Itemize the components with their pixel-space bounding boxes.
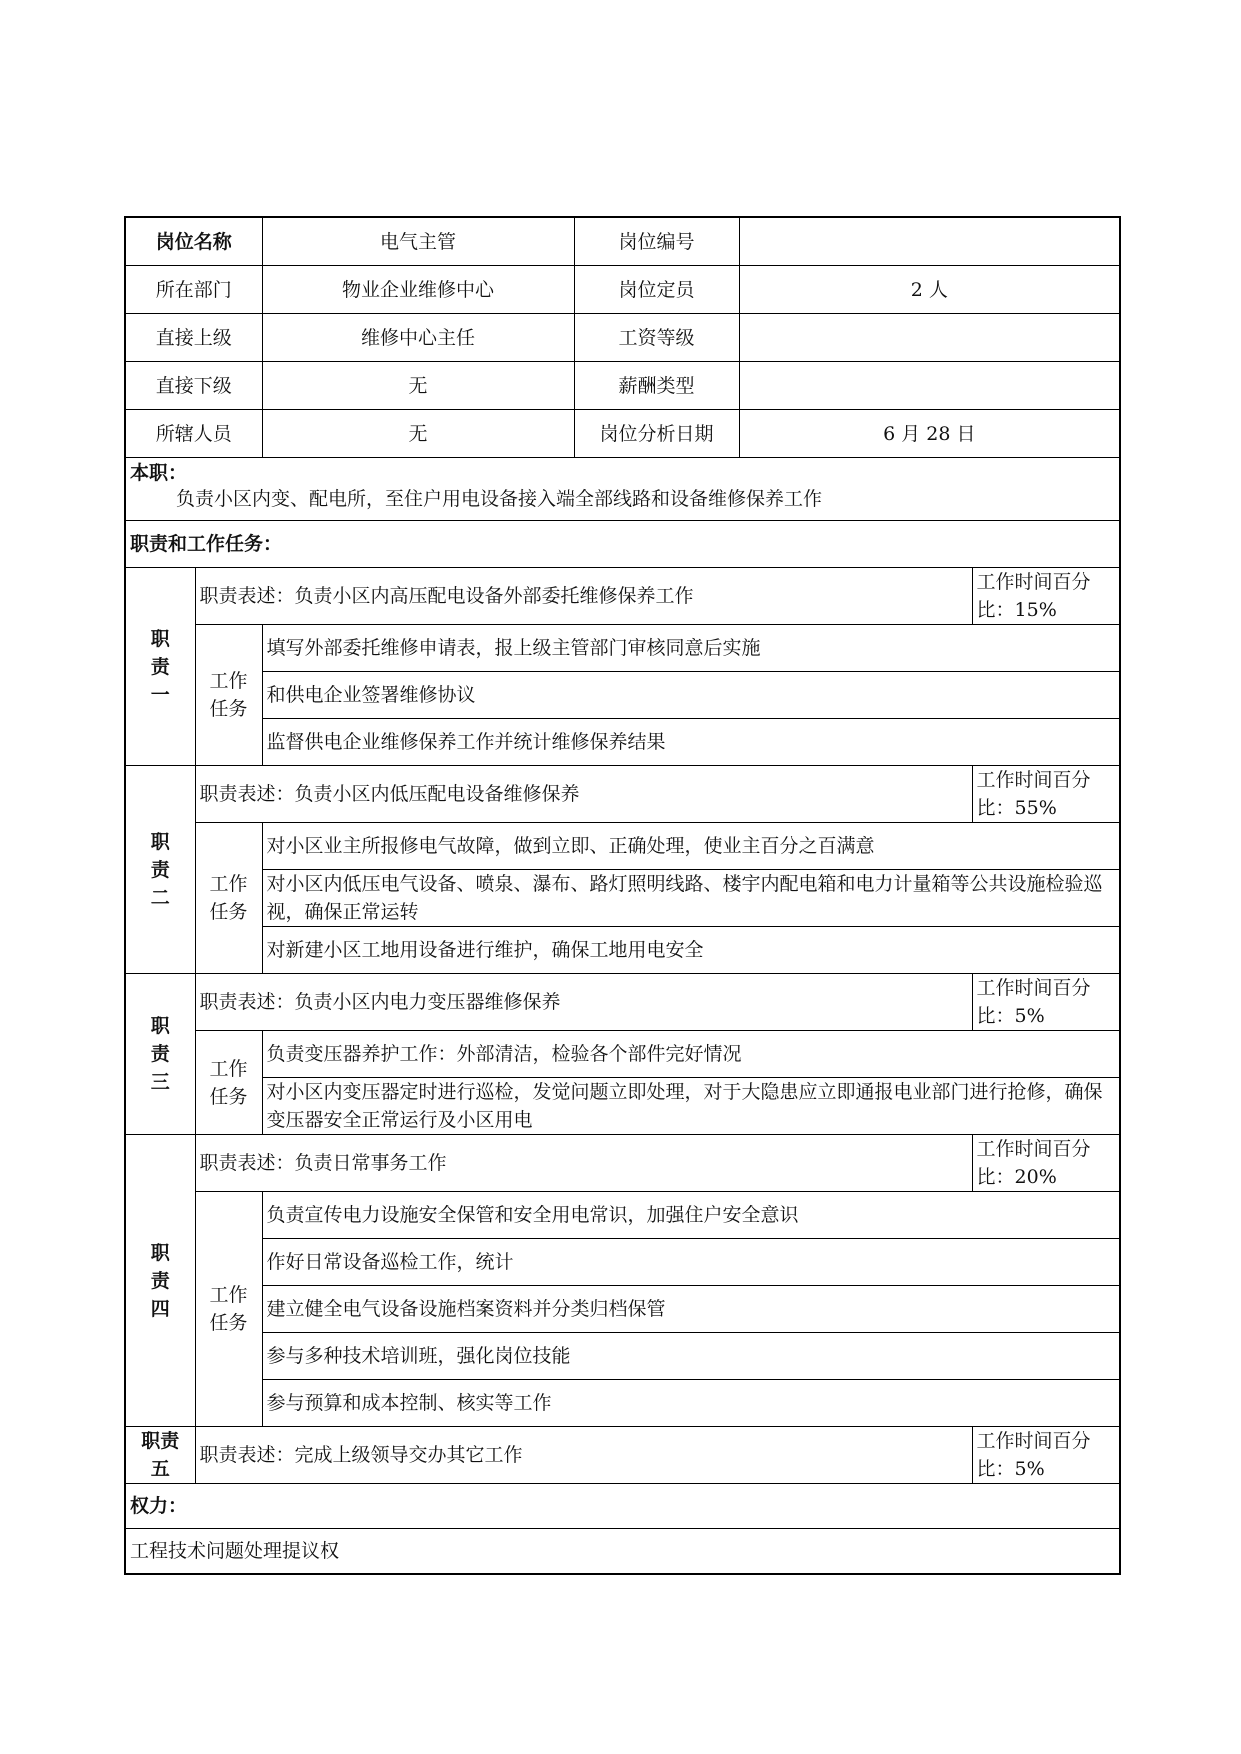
header-row (125, 362, 1120, 410)
task-row (125, 1380, 1120, 1427)
duty-label: 职 责 一 (125, 568, 195, 766)
task-row (125, 1333, 1120, 1380)
authority-row (125, 1529, 1120, 1575)
duty-label: 职 责 三 (125, 974, 195, 1135)
duty-description: 职责表述：完成上级领导交办其它工作 (195, 1427, 972, 1484)
authority-title-row (125, 1484, 1120, 1529)
core-duty-row (125, 458, 1120, 521)
task-row (125, 1078, 1120, 1135)
task-text: 作好日常设备巡检工作，统计 (262, 1239, 1120, 1286)
task-text: 负责宣传电力设施安全保管和安全用电常识，加强住户安全意识 (262, 1192, 1120, 1239)
field-value (739, 314, 1120, 362)
time-percentage: 工作时间百分比：5% (972, 974, 1120, 1031)
header-row (125, 314, 1120, 362)
task-text: 负责变压器养护工作：外部清洁，检验各个部件完好情况 (262, 1031, 1120, 1078)
core-duty-text: 负责小区内变、配电所，至住户用电设备接入端全部线路和设备维修保养工作 (176, 488, 823, 510)
field-value: 无 (262, 362, 574, 410)
field-label: 岗位定员 (574, 266, 739, 314)
task-row (125, 1031, 1120, 1078)
task-text: 填写外部委托维修申请表，报上级主管部门审核同意后实施 (262, 625, 1120, 672)
time-percentage: 工作时间百分比：5% (972, 1427, 1120, 1484)
duties-title-row (125, 521, 1120, 568)
field-value (739, 217, 1120, 266)
task-row (125, 823, 1120, 870)
task-label: 工作 任务 (195, 625, 262, 766)
task-row (125, 927, 1120, 974)
field-value: 无 (262, 410, 574, 458)
task-text: 对小区业主所报修电气故障，做到立即、正确处理，使业主百分之百满意 (262, 823, 1120, 870)
task-text: 参与预算和成本控制、核实等工作 (262, 1380, 1120, 1427)
task-row (125, 1192, 1120, 1239)
field-label: 所在部门 (125, 266, 262, 314)
task-label: 工作 任务 (195, 1031, 262, 1135)
task-text: 监督供电企业维修保养工作并统计维修保养结果 (262, 719, 1120, 766)
duty-label: 职 责 四 (125, 1135, 195, 1427)
task-label: 工作 任务 (195, 823, 262, 974)
task-text: 建立健全电气设备设施档案资料并分类归档保管 (262, 1286, 1120, 1333)
duty-description-row (125, 974, 1120, 1031)
duty-description-row (125, 568, 1120, 625)
time-percentage: 工作时间百分比：20% (972, 1135, 1120, 1192)
task-text: 和供电企业签署维修协议 (262, 672, 1120, 719)
header-row (125, 410, 1120, 458)
duties-section-title: 职责和工作任务： (125, 521, 1120, 568)
field-value (739, 362, 1120, 410)
duty-description-row (125, 766, 1120, 823)
field-value: 电气主管 (262, 217, 574, 266)
field-label: 岗位名称 (125, 217, 262, 266)
field-label: 工资等级 (574, 314, 739, 362)
time-percentage: 工作时间百分比：55% (972, 766, 1120, 823)
duty-description: 职责表述：负责日常事务工作 (195, 1135, 972, 1192)
job-description-table (124, 216, 1121, 1575)
field-label: 直接下级 (125, 362, 262, 410)
time-percentage: 工作时间百分比：15% (972, 568, 1120, 625)
header-row (125, 266, 1120, 314)
duty-description: 职责表述：负责小区内高压配电设备外部委托维修保养工作 (195, 568, 972, 625)
task-row (125, 870, 1120, 927)
task-row (125, 672, 1120, 719)
duty-label: 职 责 二 (125, 766, 195, 974)
task-text: 对小区内变压器定时进行巡检，发觉问题立即处理，对于大隐患应立即通报电业部门进行抢修，确保变压器安全正常运行及小区用电 (262, 1078, 1120, 1135)
field-value: 维修中心主任 (262, 314, 574, 362)
task-row (125, 1286, 1120, 1333)
task-text: 参与多种技术培训班，强化岗位技能 (262, 1333, 1120, 1380)
authority-item: 工程技术问题处理提议权 (125, 1529, 1120, 1575)
duty-description: 职责表述：负责小区内低压配电设备维修保养 (195, 766, 972, 823)
task-row (125, 719, 1120, 766)
table-body (125, 217, 1120, 1574)
field-label: 所辖人员 (125, 410, 262, 458)
task-row (125, 625, 1120, 672)
field-value: 6 月 28 日 (739, 410, 1120, 458)
field-value: 物业企业维修中心 (262, 266, 574, 314)
authority-section-title: 权力： (125, 1484, 1120, 1529)
task-row (125, 1239, 1120, 1286)
field-label: 岗位编号 (574, 217, 739, 266)
field-label: 直接上级 (125, 314, 262, 362)
duty-label: 职责 五 (125, 1427, 195, 1484)
header-row (125, 217, 1120, 266)
job-description-sheet (124, 216, 1119, 1575)
task-text: 对新建小区工地用设备进行维护，确保工地用电安全 (262, 927, 1120, 974)
field-label: 岗位分析日期 (574, 410, 739, 458)
duty-description-row (125, 1135, 1120, 1192)
duty-description: 职责表述：负责小区内电力变压器维修保养 (195, 974, 972, 1031)
field-label: 薪酬类型 (574, 362, 739, 410)
core-duty-title: 本职： (130, 462, 188, 484)
core-duty-cell (125, 458, 1120, 521)
field-value: 2 人 (739, 266, 1120, 314)
duty-description-row (125, 1427, 1120, 1484)
task-text: 对小区内低压电气设备、喷泉、瀑布、路灯照明线路、楼宇内配电箱和电力计量箱等公共设施检验巡视，确保正常运转 (262, 870, 1120, 927)
task-label: 工作 任务 (195, 1192, 262, 1427)
